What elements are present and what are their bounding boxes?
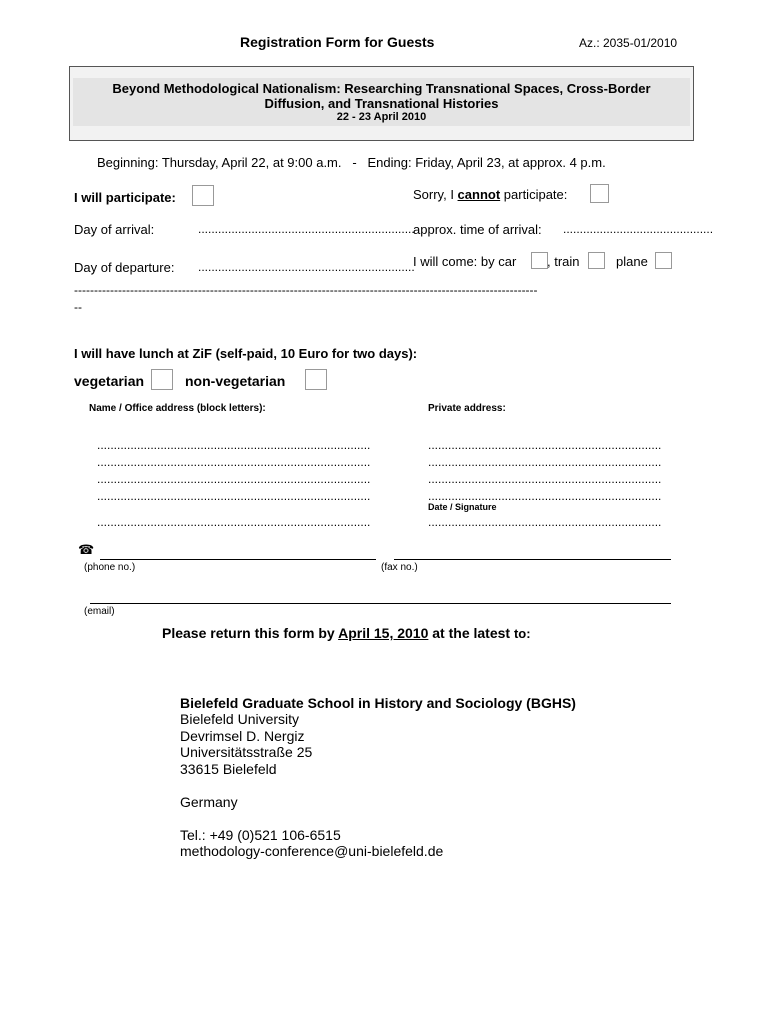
return-date: April 15, 2010: [338, 625, 429, 641]
will-participate-checkbox[interactable]: [192, 185, 214, 206]
private-address-line[interactable]: ......................................................................: [428, 455, 662, 469]
phone-label: (phone no.): [84, 562, 136, 573]
return-suffix: at the latest: [428, 625, 511, 641]
separator-tail: --: [74, 300, 82, 314]
car-checkbox[interactable]: [531, 252, 548, 269]
recipient-person: Devrimsel D. Nergiz: [180, 728, 305, 744]
day-of-arrival-field[interactable]: .................................................................: [198, 222, 415, 236]
cannot-participate-checkbox[interactable]: [590, 184, 609, 203]
conference-title-line1: Beyond Methodological Nationalism: Researching Transnational Spaces, Cross-Border: [112, 81, 651, 96]
return-instruction: [162, 625, 531, 641]
recipient-tel: Tel.: +49 (0)521 106-6515: [180, 827, 341, 843]
reference-number: Az.: 2035-01/2010: [579, 36, 678, 50]
will-participate-label: I will participate:: [74, 190, 176, 205]
office-address-label: Name / Office address (block letters):: [89, 403, 266, 414]
recipient-street: Universitätsstraße 25: [180, 744, 313, 760]
office-address-line[interactable]: ..................................................................................: [97, 455, 371, 469]
recipient-name: Bielefeld Graduate School in History and Sociology (BGHS): [180, 695, 576, 711]
office-address-line[interactable]: ..................................................................................: [97, 472, 371, 486]
fax-input[interactable]: [394, 559, 671, 560]
form-title: Registration Form for Guests: [240, 34, 435, 50]
private-address-line[interactable]: ......................................................................: [428, 489, 662, 503]
day-of-arrival-label: Day of arrival:: [74, 222, 155, 237]
office-address-line[interactable]: ..................................................................................: [97, 515, 371, 529]
conference-dates: 22 - 23 April 2010: [336, 111, 427, 123]
recipient-email[interactable]: methodology-conference@uni-bielefeld.de: [180, 843, 444, 859]
time-of-arrival-label: approx. time of arrival:: [413, 222, 542, 237]
phone-icon: ☎: [78, 543, 95, 558]
vegetarian-label: vegetarian: [74, 373, 145, 389]
office-address-line[interactable]: ..................................................................................: [97, 438, 371, 452]
lunch-question: I will have lunch at ZiF (self-paid, 10 Euro for two days):: [74, 346, 418, 361]
recipient-university: Bielefeld University: [180, 711, 300, 727]
date-signature-line[interactable]: ......................................................................: [428, 515, 662, 529]
return-to: to:: [513, 626, 531, 641]
cannot-participate-label: [413, 187, 567, 202]
train-label: , train: [547, 254, 580, 269]
private-address-label: Private address:: [428, 403, 506, 414]
conference-title-line2: Diffusion, and Transnational Histories: [264, 96, 499, 111]
non-vegetarian-checkbox[interactable]: [305, 369, 327, 390]
recipient-country: Germany: [180, 794, 238, 810]
cannot-word: cannot: [457, 187, 501, 202]
train-checkbox[interactable]: [588, 252, 605, 269]
plane-label: plane: [616, 254, 648, 269]
day-of-departure-field[interactable]: .................................................................: [198, 260, 415, 274]
time-of-arrival-field[interactable]: .............................................: [563, 222, 714, 236]
office-address-line[interactable]: ..................................................................................: [97, 489, 371, 503]
sorry-prefix: Sorry, I: [413, 187, 458, 202]
date-signature-label: Date / Signature: [428, 502, 497, 512]
sorry-suffix: participate:: [500, 187, 568, 202]
private-address-line[interactable]: ......................................................................: [428, 472, 662, 486]
schedule-text: Beginning: Thursday, April 22, at 9:00 a.m. - Ending: Friday, April 23, at approx. 4 p.m.: [97, 155, 606, 170]
plane-checkbox[interactable]: [655, 252, 672, 269]
phone-input[interactable]: [100, 559, 376, 560]
email-input[interactable]: [90, 603, 671, 604]
come-by-car-label: I will come: by car: [413, 254, 517, 269]
separator-line: --------------------------------------------------------------------------------------------------------------------: [74, 283, 538, 297]
vegetarian-checkbox[interactable]: [151, 369, 173, 390]
day-of-departure-label: Day of departure:: [74, 260, 175, 275]
return-prefix: Please return this form by: [162, 625, 339, 641]
private-address-line[interactable]: ......................................................................: [428, 438, 662, 452]
non-vegetarian-label: non-vegetarian: [185, 373, 286, 389]
recipient-city: 33615 Bielefeld: [180, 761, 277, 777]
fax-label: (fax no.): [381, 562, 418, 573]
email-label: (email): [84, 606, 115, 617]
